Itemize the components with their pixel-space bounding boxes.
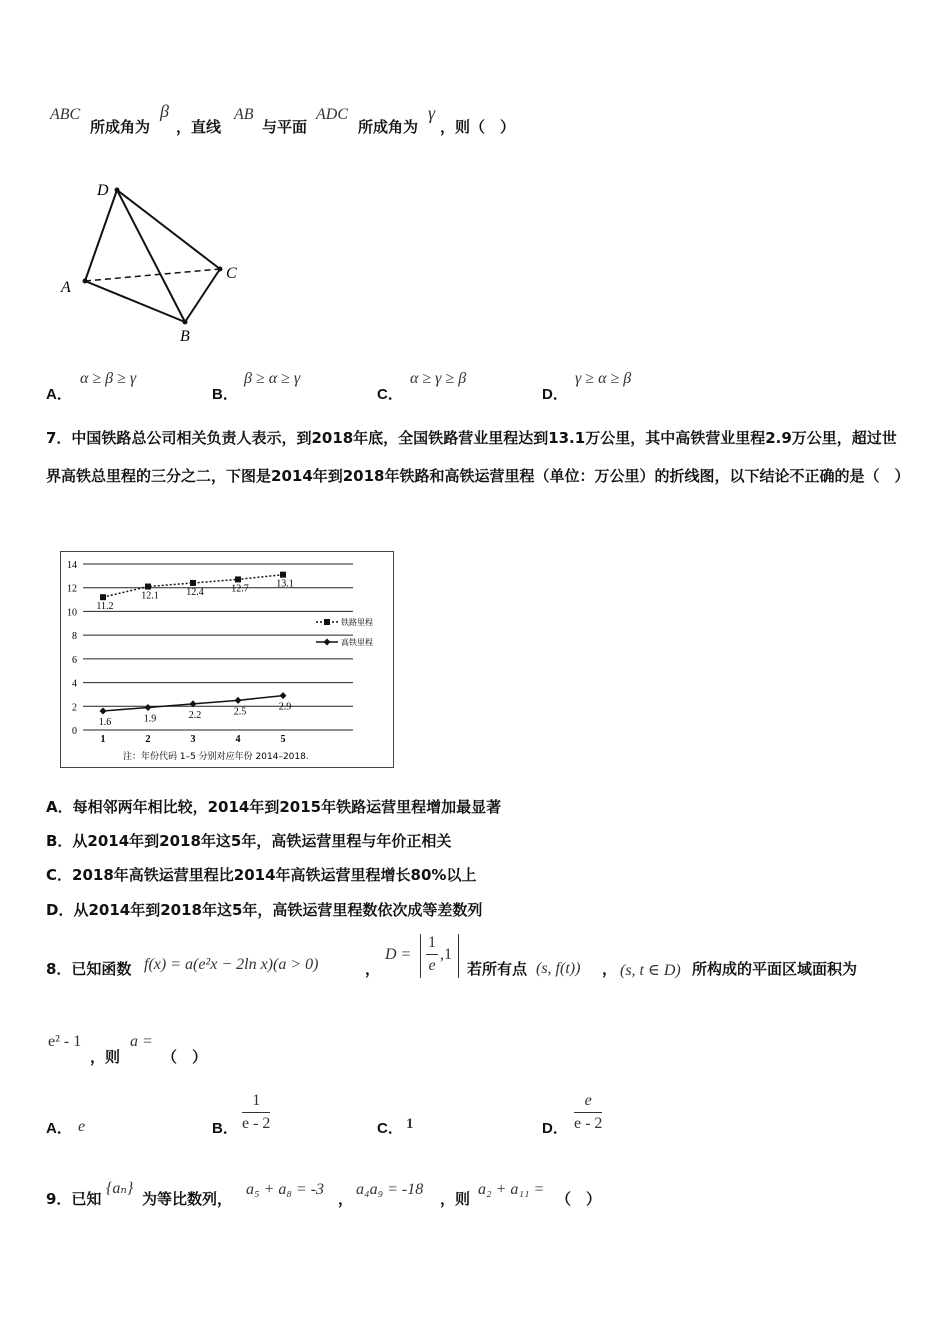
text-fragment: 所成角为 [90,118,151,136]
option-c-expr: α ≥ γ ≥ β [410,370,467,387]
y-tick-label: 6 [72,654,77,666]
option-a-expr: α ≥ β ≥ γ [80,370,137,387]
option-b-label: B． [212,386,238,403]
text-fragment: （ ） [556,1190,602,1208]
y-tick-label: 12 [67,583,77,595]
x-tick-label: 1 [100,734,106,745]
data-label: 12.7 [231,583,249,595]
data-label: 1.9 [143,713,157,725]
data-point [190,580,196,586]
option-a-expr: e [78,1118,86,1135]
option-d-label: D． [542,386,568,403]
line-chart [60,551,394,768]
y-tick-label: 4 [72,678,77,690]
text-fragment: 与平面 [262,118,308,136]
math-eq2: a₄a₉ = -18 [356,1181,424,1198]
option-c-label: C． [377,1120,403,1137]
text-fragment: ， [365,960,381,978]
q7-choice-a: A．每相邻两年相比较，2014年到2015年铁路运营里程增加最显著 [46,798,502,816]
math-condition: (s, t ∈ D) [620,962,681,979]
data-point [235,576,241,582]
option-a-label: A． [46,386,72,403]
fraction-numerator: e [574,1092,602,1113]
legend-marker [324,639,331,646]
data-label: 1.6 [98,717,112,729]
math-adc: ADC [316,106,348,123]
fraction-numerator: 1 [426,934,438,955]
data-label: 11.2 [96,601,114,613]
data-point [235,697,242,704]
vertex-label-c: C [226,265,237,282]
q7-choice-c: C．2018年高铁运营里程比2014年高铁运营里程增长80%以上 [46,866,477,884]
text-fragment: 为等比数列， [142,1190,233,1208]
vertex-label-b: B [180,328,190,345]
data-point [100,708,107,715]
fraction-denominator: e - 2 [574,1115,603,1132]
text-fragment: 9．已知 [46,1190,102,1208]
x-tick-label: 3 [190,734,196,745]
option-c-label: C． [377,386,403,403]
option-b-expr: β ≥ α ≥ γ [244,370,301,387]
math-area: e² - 1 [48,1033,82,1050]
tetrahedron-figure [55,175,255,350]
data-point [100,594,106,600]
legend-label: 铁路里程 [341,618,373,627]
text-fragment: ，则 [90,1048,121,1066]
option-a-label: A． [46,1120,72,1137]
text-fragment: 8．已知函数 [46,960,132,978]
math-a-eq: a = [130,1033,153,1050]
bracket-right [458,934,461,978]
y-tick-label: 8 [72,631,77,643]
q7-choice-d: D．从2014年到2018年这5年，高铁运营里程数依次成等差数列 [46,901,483,919]
data-label: 2.5 [233,706,247,718]
text-fragment: （ ） [162,1048,208,1066]
math-point: (s, f(t)) [536,960,581,977]
x-tick-label: 4 [235,734,241,745]
legend-marker [324,619,330,625]
option-b-fraction [242,1092,270,1133]
chart-canvas [61,552,393,767]
math-ab: AB [234,106,254,123]
option-b-label: B． [212,1120,238,1137]
text-fragment: ， [602,960,618,978]
chart-note: 注：年份代码 1–5 分别对应年份 2014–2018. [123,752,309,762]
vertex-label-d: D [97,182,109,199]
data-label: 2.9 [278,701,292,713]
data-label: 12.1 [141,590,159,602]
data-label: 2.2 [188,709,202,721]
math-expr: a₂ + a₁₁ = [478,1181,545,1198]
fraction-numerator: 1 [242,1092,270,1113]
data-point [145,584,151,590]
y-tick-label: 0 [72,726,77,737]
y-tick-label: 10 [67,607,77,619]
math-gamma: γ [428,103,436,123]
text-fragment: ，直线 [176,118,222,136]
math-function-def: f(x) = a(e²x − 2ln x)(a > 0) [144,956,319,973]
data-label: 12.4 [186,586,204,598]
data-point [280,572,286,578]
option-c-expr: 1 [406,1116,414,1132]
q7-choice-b: B．从2014年到2018年这5年，高铁运营里程与年价正相关 [46,832,452,850]
math-sequence: {aₙ} [106,1180,134,1197]
text-fragment: 若所有点 [467,960,528,978]
math-eq1: a₅ + a₈ = -3 [246,1181,325,1198]
fraction-denominator: e [428,957,436,974]
math-abc: ABC [50,106,81,123]
option-d-fraction [574,1092,602,1133]
math-d-left: D = [385,946,412,963]
legend-label: 高铁里程 [341,638,373,647]
q7-question-text: 7．中国铁路总公司相关负责人表示，到2018年底，全国铁路营业里程达到13.1万公里，其中高铁营业里程2.9万公里，超过世界高铁总里程的三分之二，下图是2014年到2018年铁路和高铁运营里程（单位：万公里）的折线图，以下结论不正确的是（ ） [46,429,910,485]
bracket-left [420,934,423,978]
data-point [145,704,152,711]
x-tick-label: 2 [145,734,151,745]
fraction-denominator: e - 2 [242,1115,271,1132]
math-beta: β [160,101,169,121]
math-fraction-1-over-e [426,934,438,975]
option-d-label: D． [542,1120,568,1137]
y-tick-label: 2 [72,702,77,714]
text-fragment: ，则（ ） [440,118,516,136]
math-d-right: ,1 [440,946,452,963]
text-fragment: ， [338,1190,354,1208]
y-tick-label: 14 [67,560,77,571]
option-d-expr: γ ≥ α ≥ β [575,370,632,387]
data-point [280,692,287,699]
data-label: 13.1 [276,578,294,590]
text-fragment: 所构成的平面区域面积为 [692,960,858,978]
text-fragment: ，则 [440,1190,471,1208]
vertex-label-a: A [61,279,71,296]
x-tick-label: 5 [280,734,286,745]
text-fragment: 所成角为 [358,118,419,136]
